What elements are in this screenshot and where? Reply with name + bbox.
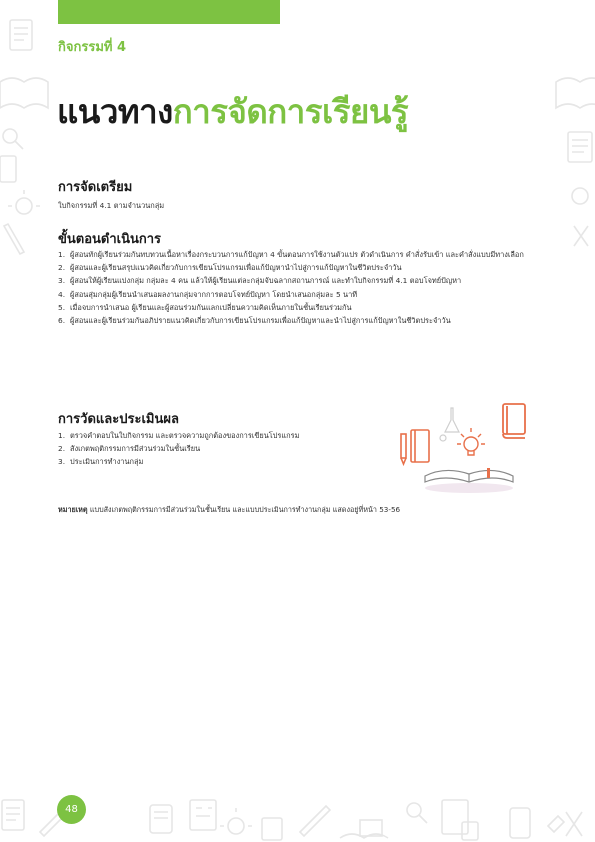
page-title-part2: การจัดการเรียนรู้ bbox=[172, 92, 409, 131]
preparation-text: ใบกิจกรรมที่ 4.1 ตามจำนวนกลุ่ม bbox=[58, 201, 165, 210]
evaluation-item: 3. ประเมินการทำงานกลุ่ม bbox=[58, 457, 144, 467]
shadow bbox=[425, 483, 513, 493]
evaluation-heading: การวัดและประเมินผล bbox=[58, 412, 179, 427]
page-title bbox=[57, 92, 408, 132]
page-title-part1: แนวทาง bbox=[57, 92, 173, 131]
procedure-steps bbox=[58, 248, 528, 327]
pencil-icon bbox=[401, 430, 429, 464]
book-icon bbox=[503, 404, 525, 438]
procedure-step: 5. เมื่อจบการนำเสนอ ผู้เรียนและผู้สอนร่วมกันแลกเปลี่ยนความคิดเห็นภายในชั้นเรียนร่วมกัน bbox=[58, 302, 352, 312]
footnote bbox=[58, 505, 400, 516]
footnote-text: แบบสังเกตพฤติกรรมการมีส่วนร่วมในชั้นเรียน และแบบประเมินการทำงานกลุ่ม แสดงอยู่ที่หน้า 53-56 bbox=[89, 505, 401, 514]
study-illustration bbox=[395, 398, 535, 498]
procedure-step: 3. ผู้สอนให้ผู้เรียนแบ่งกลุ่ม กลุ่มละ 4 คน แล้วให้ผู้เรียนแต่ละกลุ่มจับฉลากสถานการณ์ และทำใบกิจกรรมที่ 4.1 ตอบโจทย์ปัญหา bbox=[58, 276, 462, 286]
page-number: 48 bbox=[57, 795, 86, 824]
open-book-icon bbox=[425, 468, 513, 482]
procedure-step: 1. ผู้สอนทักผู้เรียนร่วมกันทบทวนเนื้อหาเรื่องกระบวนการแก้ปัญหา 4 ขั้นตอนการใช้งานตัวแปร ตัวดำเนินการ คำสั่งรับเข้า และคำสั่งแบบมีทางเลือก bbox=[58, 250, 524, 259]
lab-flask-icon bbox=[440, 408, 459, 441]
lightbulb-icon bbox=[457, 428, 485, 455]
procedure-step: 2. ผู้สอนและผู้เรียนสรุปแนวคิดเกี่ยวกับการเขียนโปรแกรมเพื่อแก้ปัญหานำไปสู่การแก้ปัญหาในชีวิตประจำวัน bbox=[58, 263, 402, 273]
procedure-step: 4. ผู้สอนสุ่มกลุ่มผู้เรียนนำเสนอผลงานกลุ่มจากการตอบโจทย์ปัญหา โดยนำเสนอกลุ่มละ 5 นาที bbox=[58, 289, 358, 299]
procedure-heading: ขั้นตอนดำเนินการ bbox=[58, 232, 162, 247]
evaluation-items bbox=[58, 429, 378, 469]
footnote-label: หมายเหตุ bbox=[58, 505, 88, 514]
evaluation-item: 1. ตรวจคำตอบในใบกิจกรรม และตรวจความถูกต้องของการเขียนโปรแกรม bbox=[58, 431, 300, 440]
evaluation-item: 2. สังเกตพฤติกรรมการมีส่วนร่วมในชั้นเรียน bbox=[58, 444, 201, 454]
header-accent-bar bbox=[58, 0, 280, 24]
procedure-step: 6. ผู้สอนและผู้เรียนร่วมกันอภิปรายแนวคิดเกี่ยวกับการเขียนโปรแกรมเพื่อแก้ปัญหาและนำไปสู่การแก้ปัญหาในชีวิตประจำวัน bbox=[58, 316, 451, 326]
preparation-heading: การจัดเตรียม bbox=[58, 180, 133, 195]
activity-label: กิจกรรมที่ 4 bbox=[58, 40, 127, 55]
